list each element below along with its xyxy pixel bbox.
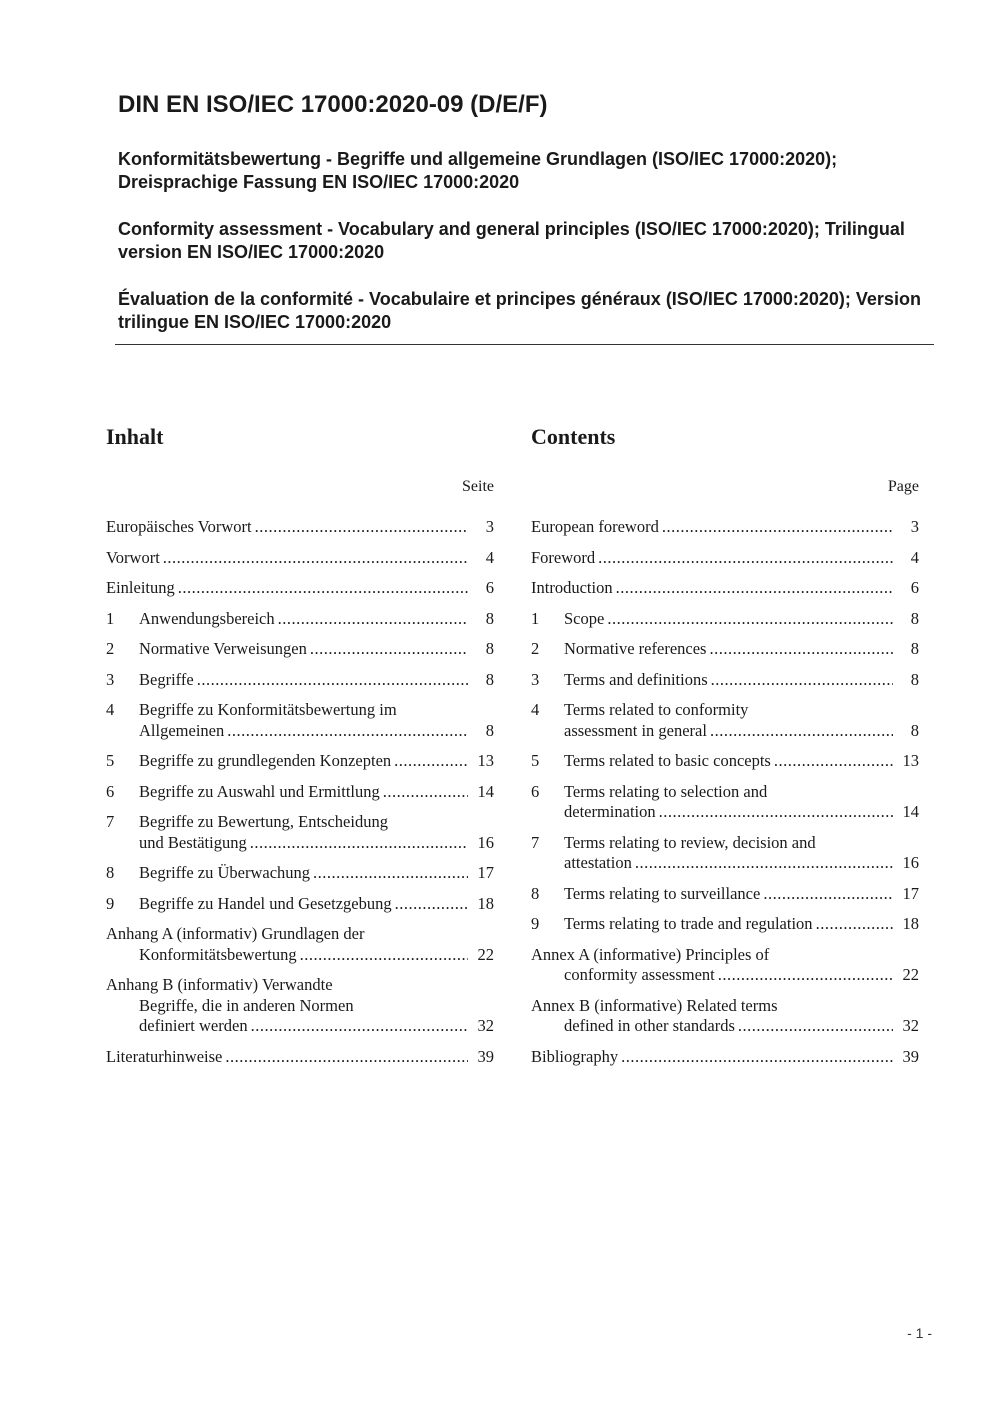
toc-entry[interactable]: [106, 782, 494, 803]
entry-title-line: [531, 517, 895, 538]
entry-page-number: 18: [477, 893, 494, 913]
dot-leader: [278, 609, 468, 630]
toc-entry[interactable]: [531, 578, 919, 599]
entry-title: [531, 782, 895, 823]
entry-title-line-text: Literaturhinweise: [106, 1046, 223, 1066]
entry-title-line-text: assessment in general: [564, 720, 707, 740]
entry-title-line-text: attestation: [564, 853, 632, 872]
toc-entry[interactable]: [531, 833, 919, 874]
toc-german: [106, 422, 494, 1077]
toc-entry[interactable]: [106, 517, 494, 538]
header-divider: [115, 344, 934, 345]
entry-title-line-text: Scope: [564, 608, 605, 628]
entry-title-line-text: Begriffe zu grundlegenden Konzepten: [139, 751, 392, 770]
toc-entry[interactable]: [106, 639, 494, 660]
entry-title-line-text: Vorwort: [106, 547, 160, 567]
entry-page-number: 16: [902, 853, 919, 872]
toc-entry[interactable]: [106, 609, 494, 630]
entry-page-number: 8: [910, 639, 919, 658]
entry-title-line-text: Begriffe zu Handel und Gesetzgebung: [139, 893, 392, 913]
section-number: 3: [531, 669, 540, 689]
entry-title-line-text: definiert werden: [139, 1016, 248, 1035]
entry-page-number: 22: [477, 944, 494, 964]
entry-title-line: [531, 548, 895, 569]
entry-title-line: Anhang A (informativ) Grundlagen der: [106, 924, 365, 943]
entry-page-number: 32: [477, 1016, 494, 1035]
section-number: 8: [106, 863, 115, 882]
section-number: 6: [531, 781, 540, 801]
entry-title-line: [531, 1016, 895, 1037]
toc-entry[interactable]: [531, 884, 919, 905]
entry-page-number: 17: [477, 863, 494, 882]
toc-entry[interactable]: [106, 578, 494, 599]
entry-title-line: [106, 945, 470, 966]
entry-title: [106, 894, 470, 915]
entry-title-line: [139, 639, 470, 660]
dot-leader: [395, 894, 468, 915]
entry-title-line: [139, 863, 470, 884]
section-number: 7: [106, 812, 115, 831]
entry-page-number: 4: [485, 547, 494, 567]
toc-entry[interactable]: [106, 894, 494, 915]
entry-title-line: Terms relating to review, decision and: [564, 832, 816, 852]
entry-page-number: 6: [485, 578, 494, 597]
dot-leader: [313, 863, 468, 884]
dot-leader: [662, 517, 893, 538]
entry-title-line: Begriffe zu Bewertung, Entscheidung: [139, 812, 388, 831]
entry-title-line: [106, 517, 470, 538]
toc-entry[interactable]: [106, 670, 494, 691]
entry-title: [531, 548, 895, 569]
section-number: 4: [106, 700, 115, 719]
entry-title: [106, 751, 470, 772]
entry-page-number: 32: [902, 1016, 919, 1035]
toc-entry[interactable]: [106, 548, 494, 569]
entry-title-line-text: Begriffe zu Auswahl und Ermittlung: [139, 781, 380, 801]
entry-page-number: 8: [910, 720, 919, 740]
entry-title: [106, 782, 470, 803]
dot-leader: [659, 802, 893, 823]
entry-title-line: Begriffe, die in anderen Normen: [139, 995, 354, 1015]
entry-title: [531, 833, 895, 874]
dot-leader: [255, 517, 468, 538]
entry-title-line: [564, 670, 895, 691]
entry-page-number: 8: [485, 669, 494, 689]
toc-heading: Inhalt: [106, 424, 164, 449]
section-number: 5: [531, 751, 540, 770]
entry-title-line: [139, 782, 470, 803]
entry-title-line-text: Allgemeinen: [139, 720, 225, 740]
dot-leader: [709, 639, 893, 660]
entry-title-line: [564, 802, 895, 823]
entry-title-line: [564, 751, 895, 772]
entry-title-line-text: und Bestätigung: [139, 832, 247, 852]
entry-title: [531, 751, 895, 772]
toc-entry[interactable]: [531, 670, 919, 691]
entry-title-line-text: Normative Verweisungen: [139, 639, 307, 658]
document-header: [118, 90, 934, 334]
entry-title-line-text: Anwendungsbereich: [139, 608, 275, 628]
toc-entry[interactable]: [531, 782, 919, 823]
title-german: Konformitätsbewertung - Begriffe und allgemeine Grundlagen (ISO/IEC 17000:2020); Dreisprachige Fassung EN ISO/IEC 17000:2020: [118, 149, 838, 192]
section-number: 4: [531, 700, 540, 719]
dot-leader: [616, 578, 893, 599]
entry-title: [531, 700, 895, 741]
toc-entry[interactable]: [531, 639, 919, 660]
toc-entry[interactable]: [531, 548, 919, 569]
entry-title: [106, 670, 470, 691]
entry-title-line: Annex B (informative) Related terms: [531, 995, 778, 1015]
entry-title-line: [139, 721, 470, 742]
entry-title-line-text: Konformitätsbewertung: [139, 944, 297, 964]
section-number: 5: [106, 751, 115, 770]
document-id: DIN EN ISO/IEC 17000:2020-09 (D/E/F): [118, 91, 548, 118]
entry-title-line-text: European foreword: [531, 517, 659, 536]
section-number: 3: [106, 669, 115, 689]
entry-title-line-text: defined in other standards: [564, 1016, 735, 1035]
title-french: Évaluation de la conformité - Vocabulaire et principes généraux (ISO/IEC 17000:2020); Version trilingue EN ISO/IEC 17000:2020: [118, 289, 921, 332]
entry-title: [106, 812, 470, 853]
entry-title-line: [139, 609, 470, 630]
entry-page-number: 18: [902, 914, 919, 933]
entry-title: [531, 945, 895, 986]
entry-page-number: 6: [910, 578, 919, 597]
entry-page-number: 8: [485, 720, 494, 740]
entry-title-line: [564, 609, 895, 630]
entry-title-line: [564, 914, 895, 935]
entry-title-line-text: Terms and definitions: [564, 669, 708, 689]
dot-leader: [635, 853, 893, 874]
entry-title: [531, 578, 895, 599]
toc-entry[interactable]: [531, 1047, 919, 1068]
entry-title: [106, 924, 470, 965]
toc-entry[interactable]: [106, 700, 494, 741]
entry-title: [106, 1047, 470, 1068]
entry-page-number: 8: [485, 639, 494, 658]
entry-title: [106, 609, 470, 630]
entry-title: [106, 863, 470, 884]
entry-title-line-text: Normative references: [564, 639, 707, 658]
toc-entry[interactable]: [106, 812, 494, 853]
entry-page-number: 3: [485, 517, 494, 536]
entry-page-number: 14: [902, 802, 919, 821]
entry-title-line-text: Bibliography: [531, 1046, 619, 1066]
entry-page-number: 16: [477, 832, 494, 852]
section-number: 1: [106, 608, 115, 628]
entry-title-line: Annex A (informative) Principles of: [531, 944, 770, 964]
entry-title-line: Begriffe zu Konformitätsbewertung im: [139, 700, 397, 719]
entry-title: [531, 639, 895, 660]
entry-title-line-text: Einleitung: [106, 578, 175, 597]
entry-page-number: 14: [477, 781, 494, 801]
dot-leader: [598, 548, 893, 569]
entry-title-line: [139, 833, 470, 854]
toc-entry[interactable]: [106, 924, 494, 965]
entry-title-line: Anhang B (informativ) Verwandte: [106, 975, 333, 994]
entry-page-number: 17: [902, 883, 919, 903]
toc-entry[interactable]: [106, 863, 494, 884]
dot-leader: [250, 833, 468, 854]
dot-leader: [197, 670, 468, 691]
section-number: 1: [531, 608, 540, 628]
dot-leader: [163, 548, 468, 569]
dot-leader: [711, 670, 893, 691]
entry-page-number: 13: [902, 751, 919, 770]
entry-page-number: 3: [910, 517, 919, 536]
entry-page-number: 8: [910, 608, 919, 628]
toc-list: [531, 517, 919, 1067]
dot-leader: [607, 609, 893, 630]
entry-title-line-text: Terms relating to trade and regulation: [564, 914, 813, 933]
dot-leader: [816, 914, 893, 935]
entry-title-line-text: Foreword: [531, 547, 596, 567]
dot-leader: [310, 639, 468, 660]
entry-title: [531, 670, 895, 691]
title-english: Conformity assessment - Vocabulary and general principles (ISO/IEC 17000:2020); Trilingual version EN ISO/IEC 17000:2020: [118, 219, 905, 262]
entry-title-line: [106, 548, 470, 569]
entry-title-line: [139, 670, 470, 691]
entry-title-line: [139, 751, 470, 772]
dot-leader: [383, 782, 468, 803]
entry-title-line-text: Terms relating to surveillance: [564, 883, 761, 903]
toc-english: [531, 422, 919, 1077]
entry-title-line: [106, 578, 470, 599]
toc-entry[interactable]: [106, 1047, 494, 1068]
page-column-label: Page: [887, 478, 919, 495]
toc-entry[interactable]: [531, 996, 919, 1037]
entry-title-line-text: Begriffe zu Überwachung: [139, 863, 311, 882]
entry-title-line: [106, 1047, 470, 1068]
dot-leader: [621, 1047, 893, 1068]
dot-leader: [774, 751, 893, 772]
toc-entry[interactable]: [531, 700, 919, 741]
section-number: 2: [106, 639, 115, 658]
entry-title: [531, 1047, 895, 1068]
entry-title-line: [106, 1016, 470, 1037]
page-column-label: Seite: [462, 478, 494, 495]
dot-leader: [225, 1047, 468, 1068]
entry-title-line: [139, 894, 470, 915]
entry-title-line: [531, 965, 895, 986]
toc-entry[interactable]: [531, 945, 919, 986]
section-number: 9: [106, 893, 115, 913]
entry-title-line-text: Introduction: [531, 578, 613, 597]
section-number: 2: [531, 639, 540, 658]
toc-entry[interactable]: [531, 914, 919, 935]
dot-leader: [738, 1016, 893, 1037]
entry-title-line: Terms related to conformity: [564, 700, 749, 719]
entry-title: [106, 548, 470, 569]
entry-title-line: Terms relating to selection and: [564, 781, 768, 801]
section-number: 8: [531, 883, 540, 903]
entry-page-number: 22: [902, 965, 919, 984]
entry-title-line: [531, 1047, 895, 1068]
entry-title: [106, 639, 470, 660]
section-number: 7: [531, 832, 540, 852]
dot-leader: [227, 721, 468, 742]
toc-entry[interactable]: [106, 975, 494, 1037]
dot-leader: [251, 1016, 468, 1037]
entry-title: [531, 517, 895, 538]
entry-title-line: [564, 853, 895, 874]
dot-leader: [394, 751, 468, 772]
entry-title: [531, 914, 895, 935]
entry-title-line-text: determination: [564, 802, 656, 821]
entry-page-number: 39: [902, 1046, 919, 1066]
entry-title: [531, 884, 895, 905]
entry-title-line-text: Begriffe: [139, 669, 194, 689]
entry-title: [531, 996, 895, 1037]
toc-entry[interactable]: [531, 751, 919, 772]
entry-title-line-text: Europäisches Vorwort: [106, 517, 252, 536]
page-number: - 1 -: [907, 1325, 932, 1341]
entry-title: [106, 700, 470, 741]
dot-leader: [718, 965, 893, 986]
toc-entry[interactable]: [531, 517, 919, 538]
entry-title-line-text: conformity assessment: [564, 965, 715, 984]
entry-page-number: 39: [477, 1046, 494, 1066]
section-number: 9: [531, 914, 540, 933]
entry-title-line: [564, 639, 895, 660]
entry-title-line-text: Terms related to basic concepts: [564, 751, 771, 770]
toc-entry[interactable]: [531, 609, 919, 630]
dot-leader: [710, 721, 893, 742]
entry-page-number: 8: [485, 608, 494, 628]
entry-page-number: 13: [477, 751, 494, 770]
entry-title-line: [564, 721, 895, 742]
dot-leader: [300, 945, 468, 966]
entry-title: [106, 578, 470, 599]
dot-leader: [178, 578, 468, 599]
entry-title: [531, 609, 895, 630]
toc-list: [106, 517, 494, 1067]
section-number: 6: [106, 781, 115, 801]
entry-title-line: [531, 578, 895, 599]
entry-title-line: [564, 884, 895, 905]
entry-title: [106, 517, 470, 538]
toc-entry[interactable]: [106, 751, 494, 772]
dot-leader: [763, 884, 893, 905]
entry-title: [106, 975, 470, 1037]
toc-heading: Contents: [531, 424, 616, 449]
entry-page-number: 8: [910, 669, 919, 689]
entry-page-number: 4: [910, 547, 919, 567]
